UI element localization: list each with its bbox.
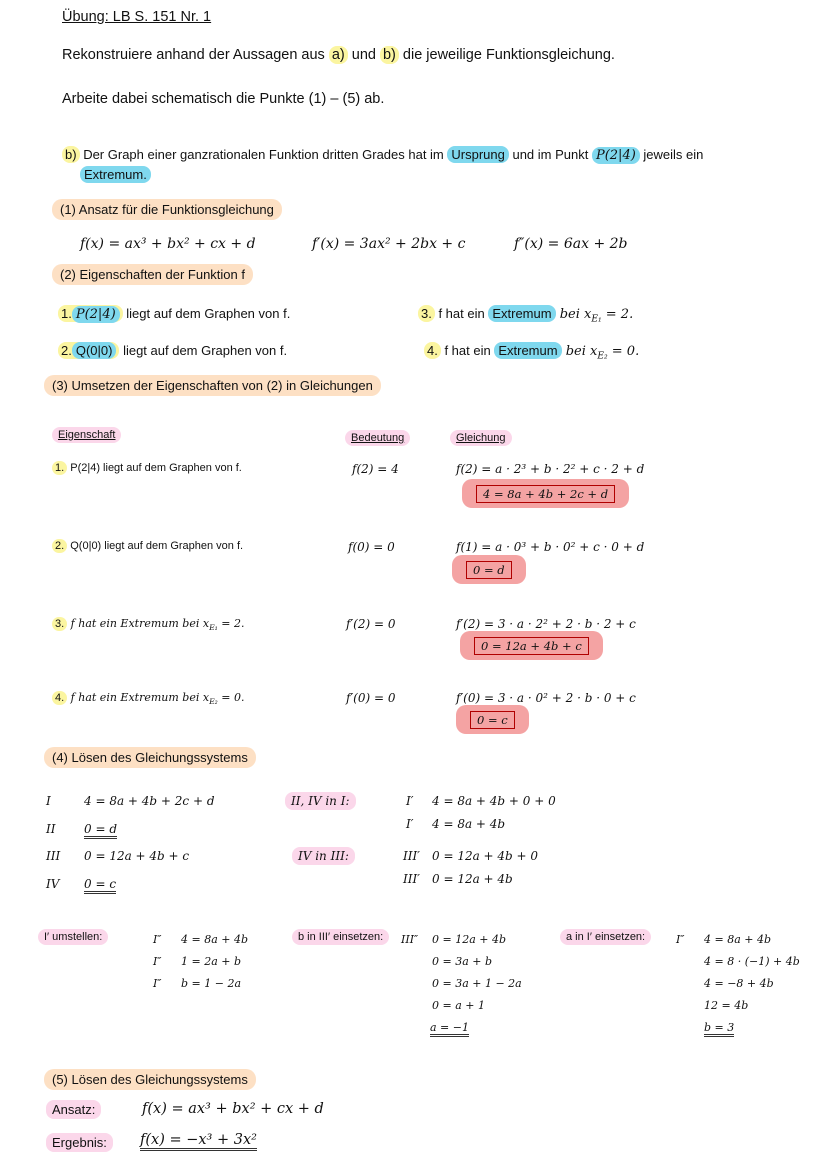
ergebnis-label: Ergebnis:	[46, 1135, 113, 1150]
eig-row-1: 1. P(2|4) liegt auf dem Graphen von f.	[52, 462, 242, 474]
r1-label-1: I′	[406, 794, 414, 808]
result-row-2: 0 = d	[452, 561, 526, 579]
col-bedeutung: Bedeutung	[345, 432, 410, 444]
ain-eq-4: 12 = 4b	[704, 999, 749, 1012]
ein-eq-5: a = −1	[430, 1021, 469, 1037]
ain-eq-5: b = 3	[704, 1021, 734, 1037]
op-2-label: IV in III:	[292, 849, 355, 863]
task-a-highlight: a)	[329, 46, 348, 64]
gl-row-2: f(1) = a · 0³ + b · 0² + c · 0 + d	[456, 540, 645, 554]
ain-eq-1: 4 = 8a + 4b	[704, 933, 772, 946]
sys-eq-2: 0 = d	[84, 822, 117, 839]
op-1-label: II, IV in I:	[285, 794, 356, 808]
point-highlight: P(2|4)	[592, 147, 640, 164]
ein-first-label: III″	[401, 933, 419, 946]
step5-heading: (5) Lösen des Gleichungssystems	[44, 1072, 256, 1087]
r2-label-2: III′	[403, 872, 420, 886]
sys-label-3: III	[46, 849, 61, 863]
r2-eq-1: 0 = 12a + 4b + 0	[432, 849, 539, 863]
sys-eq-1: 4 = 8a + 4b + 2c + d	[84, 794, 215, 808]
sys-label-2: II	[46, 822, 56, 836]
gl-row-4: f′(0) = 3 · a · 0² + 2 · b · 0 + c	[456, 691, 636, 705]
f-double-prime: f″(x) = 6ax + 2b	[514, 236, 628, 252]
ain-eq-2: 4 = 8 · (−1) + 4b	[704, 955, 800, 968]
sys-eq-3: 0 = 12a + 4b + c	[84, 849, 190, 863]
umstellen-label: I′ umstellen:	[38, 931, 108, 943]
property-2: 2. Q(0|0) liegt auf dem Graphen von f.	[58, 343, 287, 358]
bed-row-3: f′(2) = 0	[346, 617, 396, 631]
sys-eq-4: 0 = c	[84, 877, 116, 894]
r2-eq-2: 0 = 12a + 4b	[432, 872, 513, 886]
bed-row-1: f(2) = 4	[352, 462, 399, 476]
col-eigenschaft: Eigenschaft	[52, 429, 121, 441]
f-ansatz: f(x) = ax³ + bx² + cx + d	[80, 236, 256, 252]
eig-row-4: 4. f hat ein Extremum bei $x_{E_2} = 0$.	[52, 691, 244, 706]
property-1: 1. P(2|4) liegt auf dem Graphen von f.	[58, 306, 290, 322]
f-prime: f′(x) = 3ax² + 2bx + c	[312, 236, 466, 252]
bed-row-2: f(0) = 0	[348, 540, 395, 554]
result-row-3: 0 = 12a + 4b + c	[460, 637, 603, 655]
task-line-2: Arbeite dabei schematisch die Punkte (1) – (5) ab.	[62, 91, 385, 107]
result-row-1: 4 = 8a + 4b + 2c + d	[462, 485, 629, 503]
col-gleichung: Gleichung	[450, 432, 512, 444]
gl-row-1: f(2) = a · 2³ + b · 2² + c · 2 + d	[456, 462, 645, 476]
ansatz-label: Ansatz:	[46, 1102, 101, 1117]
property-3: 3. f hat ein Extremum bei $x_{E_1} = 2$.	[418, 306, 633, 325]
r1-eq-1: 4 = 8a + 4b + 0 + 0	[432, 794, 556, 808]
ein-eq-4: 0 = a + 1	[432, 999, 485, 1012]
eig-row-2: 2. Q(0|0) liegt auf dem Graphen von f.	[52, 540, 243, 552]
problem-statement: b) Der Graph einer ganzrationalen Funktion dritten Grades hat im Ursprung und im Punkt P(2|4) jeweils ein	[62, 147, 703, 163]
ain-first-label: I″	[676, 933, 685, 946]
gl-row-3: f′(2) = 3 · a · 2² + 2 · b · 2 + c	[456, 617, 636, 631]
ursprung-highlight: Ursprung	[447, 146, 508, 163]
problem-extremum: Extremum.	[80, 167, 151, 182]
step3-heading: (3) Umsetzen der Eigenschaften von (2) in Gleichungen	[44, 378, 381, 393]
exercise-title: Übung: LB S. 151 Nr. 1	[62, 9, 212, 25]
r1-label-2: I′	[406, 817, 414, 831]
ansatz-formula: f(x) = ax³ + bx² + cx + d	[142, 1101, 324, 1117]
umst-label-3: I″	[153, 977, 162, 990]
problem-label: b)	[62, 146, 80, 163]
property-4: 4. f hat ein Extremum bei $x_{E_2} = 0$.	[424, 343, 639, 362]
umst-label-2: I″	[153, 955, 162, 968]
einsetzen-b-label: b in III′ einsetzen:	[292, 931, 389, 943]
einsetzen-a-label: a in I′ einsetzen:	[560, 931, 651, 943]
ain-eq-3: 4 = −8 + 4b	[704, 977, 774, 990]
umst-eq-1: 4 = 8a + 4b	[181, 933, 249, 946]
step1-heading: (1) Ansatz für die Funktionsgleichung	[52, 202, 282, 217]
ein-eq-1: 0 = 12a + 4b	[432, 933, 507, 946]
r1-eq-2: 4 = 8a + 4b	[432, 817, 506, 831]
sys-label-1: I	[46, 794, 51, 808]
r2-label-1: III′	[403, 849, 420, 863]
ein-eq-3: 0 = 3a + 1 − 2a	[432, 977, 522, 990]
task-b-highlight: b)	[380, 46, 399, 64]
eig-row-3: 3. f hat ein Extremum bei $x_{E_1} = 2$.	[52, 617, 244, 632]
sys-label-4: IV	[46, 877, 60, 891]
step2-heading: (2) Eigenschaften der Funktion f	[52, 267, 253, 282]
umst-eq-3: b = 1 − 2a	[181, 977, 242, 990]
ergebnis-formula: f(x) = −x³ + 3x²	[140, 1132, 257, 1151]
umst-label-1: I″	[153, 933, 162, 946]
umst-eq-2: 1 = 2a + b	[181, 955, 242, 968]
step4-heading: (4) Lösen des Gleichungssystems	[44, 750, 256, 765]
ein-eq-2: 0 = 3a + b	[432, 955, 493, 968]
task-line-1: Rekonstruiere anhand der Aussagen aus a) und b) die jeweilige Funktionsgleichung.	[62, 47, 615, 63]
bed-row-4: f′(0) = 0	[346, 691, 396, 705]
result-row-4: 0 = c	[456, 711, 529, 729]
